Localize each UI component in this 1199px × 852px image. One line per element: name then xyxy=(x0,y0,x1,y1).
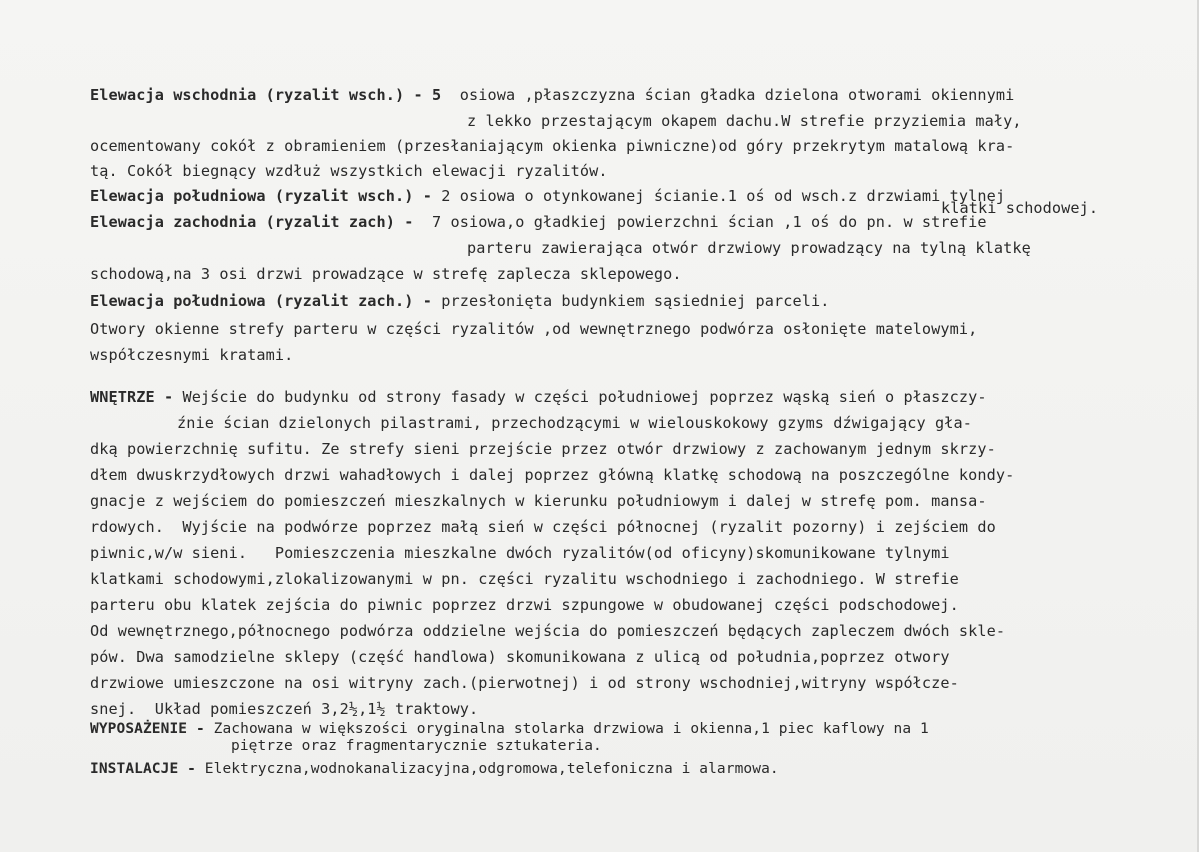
line-text: Wejście do budynku od strony fasady w części południowej poprzez wąską sień o płaszczy- xyxy=(173,388,987,406)
text-line xyxy=(90,440,996,458)
line-text: Otwory okienne strefy parteru w części ryzalitów ,od wewnętrznego podwórza osłonięte matelowymi, xyxy=(90,320,978,338)
text-line xyxy=(90,596,959,614)
line-text: klatkami schodowymi,zlokalizowanymi w pn. części ryzalitu wschodniego i zachodniego. W strefie xyxy=(90,570,959,588)
line-text: parteru zawierająca otwór drzwiowy prowadzący na tylną klatkę xyxy=(467,239,1031,257)
section-heading: INSTALACJE - xyxy=(90,761,196,777)
section-heading: Elewacja wschodnia (ryzalit wsch.) - 5 xyxy=(90,86,442,104)
text-line xyxy=(90,570,959,588)
line-text: pów. Dwa samodzielne sklepy (część handlowa) skomunikowana z ulicą od południa,poprzez otwory xyxy=(90,648,950,666)
section-heading: WYPOSAŻENIE - xyxy=(90,721,205,737)
line-text: 2 osiowa o otynkowanej ścianie.1 oś od wsch.z drzwiami tylnej xyxy=(432,187,1006,205)
line-text: przesłonięta budynkiem sąsiedniej parceli. xyxy=(432,292,830,310)
text-line xyxy=(90,466,1014,484)
text-line xyxy=(467,112,1022,130)
line-text: klatki schodowej. xyxy=(941,199,1099,217)
line-text: Zachowana w większości oryginalna stolarka drzwiowa i okienna,1 piec kaflowy na 1 xyxy=(204,721,929,737)
line-text: Elektryczna,wodnokanalizacyjna,odgromowa,telefoniczna i alarmowa. xyxy=(195,761,779,777)
line-text: Od wewnętrznego,północnego podwórza oddzielne wejścia do pomieszczeń będących zapleczem dwóch sklе- xyxy=(90,622,1006,640)
text-line xyxy=(231,737,602,755)
text-line xyxy=(90,674,959,692)
text-line xyxy=(90,213,987,231)
text-line xyxy=(90,700,478,718)
line-text: snej. Układ pomieszczeń 3,2½,1½ traktowy. xyxy=(90,700,479,718)
text-line xyxy=(90,492,987,510)
text-line xyxy=(90,760,779,778)
text-line xyxy=(467,239,1031,257)
text-line xyxy=(90,648,950,666)
text-line xyxy=(90,544,950,562)
text-line xyxy=(90,137,1014,155)
text-line xyxy=(90,518,996,536)
line-text: rdowych. Wyjście na podwórze poprzez małą sień w części północnej (ryzalit pozorny) i zejściem do xyxy=(90,518,996,536)
text-line xyxy=(90,265,682,283)
line-text: tą. Cokół biegnący wzdłuż wszystkich elewacji ryzalitów. xyxy=(90,162,608,180)
text-line xyxy=(90,622,1005,640)
line-text: parteru obu klatek zejścia do piwnic poprzez drzwi szpungowe w obudowanej części podschodowej. xyxy=(90,596,959,614)
section-heading: WNĘTRZE - xyxy=(90,388,174,406)
line-text: dłem dwuskrzydłowych drzwi wahadłowych i dalej poprzez główną klatkę schodową na poszczególne kondy- xyxy=(90,466,1015,484)
line-text: piętrze oraz fragmentarycznie sztukateria. xyxy=(231,738,602,754)
text-line xyxy=(90,320,977,338)
line-text: osiowa ,płaszczyzna ścian gładka dzielona otworami okiennymi xyxy=(441,86,1015,104)
line-text: 7 osiowa,o gładkiej powierzchni ścian ,1 oś do pn. w strefie xyxy=(413,213,987,231)
text-line xyxy=(90,720,929,738)
line-text: z lekko przestającym okapem dachu.W strefie przyziemia mały, xyxy=(467,112,1022,130)
line-text: piwnic,w/w sieni. Pomieszczenia mieszkalne dwóch ryzalitów(od oficyny)skomunikowane tylnymi xyxy=(90,544,950,562)
section-heading: Elewacja południowa (ryzalit zach.) - xyxy=(90,292,433,310)
text-line xyxy=(90,187,1005,205)
line-text: źnie ścian dzielonych pilastrami, przechodzącymi w wielouskokowy gzyms dźwigający gła- xyxy=(177,414,972,432)
text-line xyxy=(90,86,1014,104)
text-line xyxy=(90,388,987,406)
text-line xyxy=(90,346,293,364)
text-line xyxy=(177,414,972,432)
line-text: gnacje z wejściem do pomieszczeń mieszkalnych w kierunku południowym i dalej w strefę pom. mansa- xyxy=(90,492,987,510)
text-line xyxy=(90,292,830,310)
line-text: dką powierzchnię sufitu. Ze strefy sieni przejście przez otwór drzwiowy z zachowanym jednym skrzy- xyxy=(90,440,996,458)
text-line xyxy=(90,162,608,180)
section-heading: Elewacja zachodnia (ryzalit zach) - xyxy=(90,213,414,231)
line-text: drzwiowe umieszczone na osi witryny zach.(pierwotnej) i od strony wschodniej,witryny współcze- xyxy=(90,674,959,692)
line-text: ocementowany cokół z obramieniem (przesłaniającym okienka piwniczne)od góry przekrytym matalową kra- xyxy=(90,137,1015,155)
line-text: schodową,na 3 osi drzwi prowadzące w strefę zaplecza sklepowego. xyxy=(90,265,682,283)
section-heading: Elewacja południowa (ryzalit wsch.) - xyxy=(90,187,433,205)
line-text: współczesnymi kratami. xyxy=(90,346,294,364)
